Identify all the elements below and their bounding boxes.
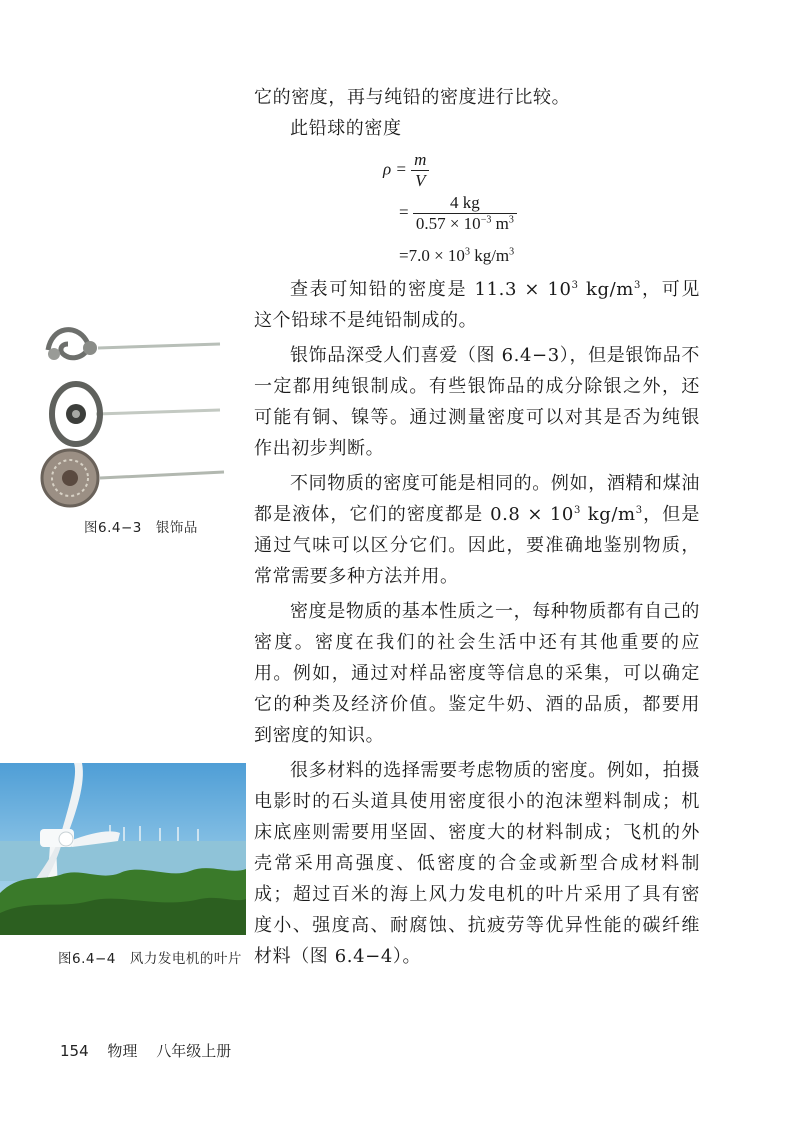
body-text [254,274,700,972]
wind-caption: 图6.4−4 风力发电机的叶片 [58,951,242,967]
silver-caption: 图6.4−3 银饰品 [84,520,198,536]
paragraph-basic-property: 密度是物质的基本性质之一，每种物质都有自己的密度。密度在我们的社会生活中还有其他重要的应用。例如，通过对样品密度等信息的采集，可以确定它的种类及经济价值。鉴定牛奶、酒的品质，都要用到密度的知识。 [254,601,700,746]
lookup-text-c: ，可见这个铅球不是纯铅制成的。 [254,279,700,331]
hairpin-2 [52,384,220,444]
paragraph-materials: 很多材料的选择需要考虑物质的密度。例如，拍摄电影时的石头道具使用密度很小的泡沫塑料制成；机床底座则需要用坚固、密度大的材料制成；飞机的外壳常采用高强度、低密度的合金或新型合成材料制成；超过百米的海上风力发电机的叶片采用了具有密度小、强度高、耐腐蚀、抗疲劳等优异性能的碳纤维材料（图 6.4−4）。 [254,760,700,967]
formula-eq: = [399,202,409,222]
silver-jewelry-figure [28,318,233,513]
lookup-sup: 3 [571,280,579,291]
formula-rho: ρ = [383,159,407,179]
same-text-c: ，但是通过气味可以区分它们。因此，要准确地鉴别物质，常常需要多种方法并用。 [254,504,700,587]
lookup-text-b: kg/m [578,279,634,300]
denominator-exp: −3 [480,214,492,226]
page-number: 154 [60,1042,89,1060]
lookup-text-a: 查表可知铅的密度是 11.3 × 10 [290,279,572,300]
paragraph-top: 它的密度，再与纯铅的密度进行比较。 [254,87,571,108]
result-unit: kg/m [469,246,510,265]
result-exp: 3 [464,246,470,258]
same-text-b: kg/m [580,504,636,525]
formula-definition [383,150,429,191]
paragraph-silver: 银饰品深受人们喜爱（图 6.4−3），但是银饰品不一定都用纯银制成。有些银饰品的成分除银之外，还可能有铜、镍等。通过测量密度可以对其是否为纯银作出初步判断。 [254,345,700,459]
lookup-sup2: 3 [633,280,641,291]
formula-m: m [411,150,429,171]
denominator-unit: m [491,214,509,233]
formula-substitution [399,193,517,234]
footer-subject: 物理 [107,1042,138,1060]
main-text [254,82,700,144]
paragraph-ball-density: 此铅球的密度 [290,118,402,139]
wind-turbine-figure [0,763,246,935]
fraction-m-over-v [411,150,429,191]
denominator-base: 0.57 × 10 [415,214,481,233]
hairpin-3 [42,450,224,506]
same-sup: 3 [573,505,581,516]
denominator-unit-exp: 3 [508,214,514,226]
formula-result [399,246,514,266]
hairpin-1 [48,330,220,360]
formula-denominator [413,214,517,234]
result-unit-exp: 3 [509,246,515,258]
same-text-a: 不同物质的密度可能是相同的。例如，酒精和煤油都是液体，它们的密度都是 0.8 × 10 [254,473,700,525]
same-sup2: 3 [635,505,643,516]
result-base: =7.0 × 10 [399,246,465,265]
formula-v: V [415,171,426,190]
paragraph-lookup [254,274,700,336]
formula-numerator: 4 kg [413,193,517,214]
footer-grade: 八年级上册 [156,1042,232,1060]
fraction-values [413,193,517,234]
paragraph-same-density [254,468,700,592]
page-footer [60,1040,245,1061]
